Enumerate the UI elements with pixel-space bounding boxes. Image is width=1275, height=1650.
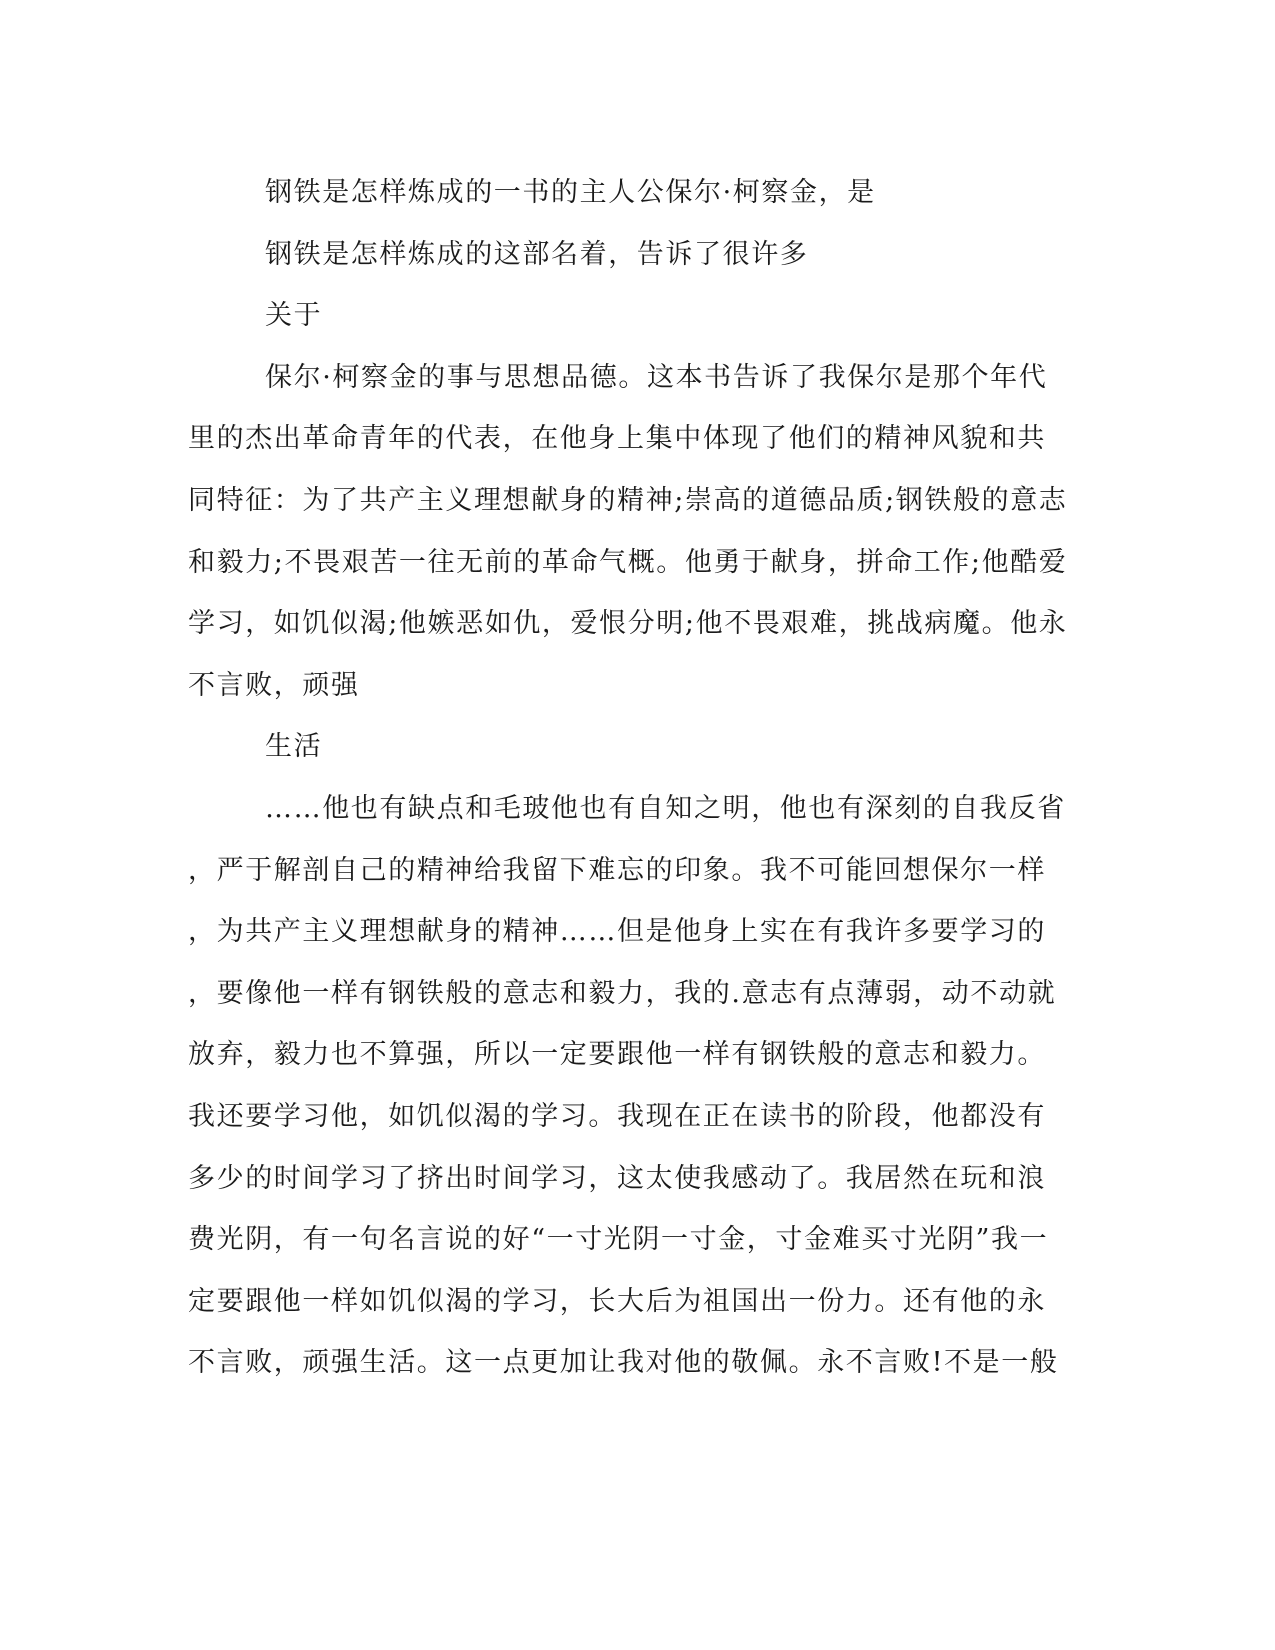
text-line: 生活 xyxy=(265,731,323,763)
text-line: ，为共产主义理想献身的精神……但是他身上实在有我许多要学习的 xyxy=(188,916,1046,948)
text-line: 不言败，顽强 xyxy=(188,669,360,701)
text-line: 费光阴，有一句名言说的好“一寸光阴一寸金，寸金难买寸光阴”我一 xyxy=(188,1224,1049,1256)
text-line: 关于 xyxy=(265,300,323,332)
text-line: 放弃，毅力也不算强，所以一定要跟他一样有钢铁般的意志和毅力。 xyxy=(188,1039,1046,1071)
text-line: 学习，如饥似渴;他嫉恶如仇，爱恨分明;他不畏艰难，挑战病魔。他永 xyxy=(188,608,1068,640)
text-line: 不言败，顽强生活。这一点更加让我对他的敬佩。永不言败!不是一般 xyxy=(188,1347,1059,1379)
document-body xyxy=(188,162,1068,1394)
text-line: 保尔·柯察金的事与思想品德。这本书告诉了我保尔是那个年代 xyxy=(265,361,1048,393)
text-line: 多少的时间学习了挤出时间学习，这太使我感动了。我居然在玩和浪 xyxy=(188,1162,1046,1194)
text-line: 钢铁是怎样炼成的一书的主人公保尔·柯察金，是 xyxy=(265,177,876,208)
text-line: 和毅力;不畏艰苦一往无前的革命气概。他勇于献身，拼命工作;他酷爱 xyxy=(188,546,1068,578)
text-line: 钢铁是怎样炼成的这部名着，告诉了很许多 xyxy=(265,238,809,270)
text-line: 同特征：为了共产主义理想献身的精神;崇高的道德品质;钢铁般的意志 xyxy=(188,484,1068,516)
text-line: 定要跟他一样如饥似渴的学习，长大后为祖国出一份力。还有他的永 xyxy=(188,1285,1046,1317)
text-line: ……他也有缺点和毛玻他也有自知之明，他也有深刻的自我反省 xyxy=(265,792,1066,824)
text-line: ，严于解剖自己的精神给我留下难忘的印象。我不可能回想保尔一样 xyxy=(188,854,1046,886)
text-line: ，要像他一样有钢铁般的意志和毅力，我的.意志有点薄弱，动不动就 xyxy=(188,977,1057,1009)
text-line: 我还要学习他，如饥似渴的学习。我现在正在读书的阶段，他都没有 xyxy=(188,1100,1046,1132)
text-line: 里的杰出革命青年的代表，在他身上集中体现了他们的精神风貌和共 xyxy=(188,423,1046,455)
